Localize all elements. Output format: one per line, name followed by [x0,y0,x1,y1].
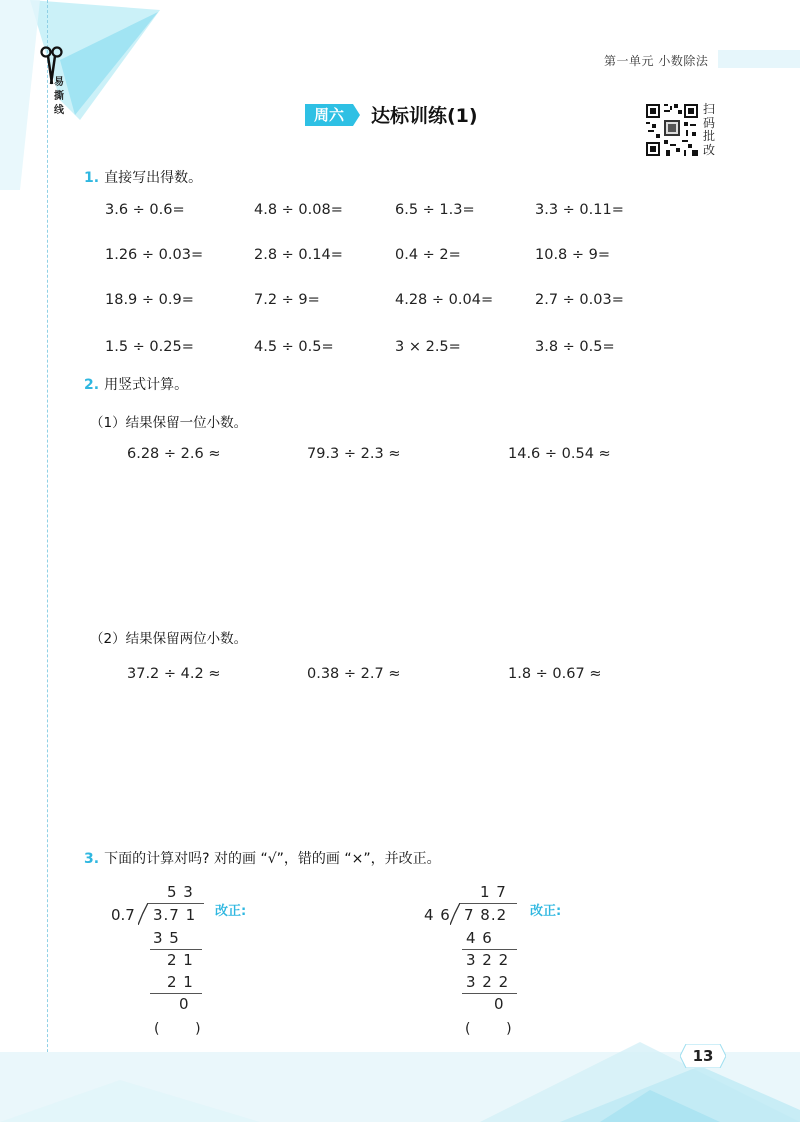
section-1-number: 1. [84,170,100,186]
step-line [462,949,517,950]
oral-problem: 4.28 ÷ 0.04= [395,292,494,308]
page-number: 13 [692,1047,714,1065]
vertical-problem: 1.8 ÷ 0.67 ≈ [508,666,602,682]
oral-problem: 4.8 ÷ 0.08= [254,202,343,218]
division-bracket [138,903,148,925]
division-step: 3 2 2 [466,973,510,991]
dividend: 7 8.2 [464,906,508,924]
quotient: 5 3 [167,883,194,901]
part-2-label: （2）结果保留两位小数。 [90,631,248,647]
division-step: 3 5 [153,929,180,947]
header-accent-bar [718,50,800,68]
section-3-heading [84,848,441,868]
oral-problem: 0.4 ÷ 2= [395,247,461,263]
corner-ribbon-decoration [0,0,170,190]
oral-problem: 1.5 ÷ 0.25= [105,339,194,355]
oral-problem: 2.8 ÷ 0.14= [254,247,343,263]
vertical-problem: 37.2 ÷ 4.2 ≈ [127,666,221,682]
fix-label: 改正: [215,904,247,919]
cut-line-label: 易撕线 [54,77,64,116]
section-3-title: 下面的计算对吗? 对的画 “√”，错的画 “×”，并改正。 [104,851,441,867]
division-step: 4 6 [466,929,493,947]
answer-paren[interactable]: ( ) [465,1021,512,1037]
qr-code-icon[interactable] [646,104,698,156]
division-step: 3 2 2 [466,951,510,969]
oral-problem: 2.7 ÷ 0.03= [535,292,624,308]
day-tag: 周六 [305,104,353,126]
answer-paren[interactable]: ( ) [154,1021,201,1037]
dividend: 3.7 1 [153,906,197,924]
oral-problem: 1.26 ÷ 0.03= [105,247,204,263]
division-remainder: 0 [494,995,504,1013]
vertical-problem: 6.28 ÷ 2.6 ≈ [127,446,221,462]
oral-problem: 10.8 ÷ 9= [535,247,611,263]
oral-problem: 3.6 ÷ 0.6= [105,202,185,218]
oral-problem: 3 × 2.5= [395,339,461,355]
vertical-problem: 79.3 ÷ 2.3 ≈ [307,446,401,462]
section-2-title: 用竖式计算。 [104,377,189,393]
oral-problem: 3.3 ÷ 0.11= [535,202,624,218]
vertical-problem: 0.38 ÷ 2.7 ≈ [307,666,401,682]
quotient: 1 7 [480,883,507,901]
step-line [150,993,202,994]
section-3-number: 3. [84,851,100,867]
qr-label: 扫码批改 [703,102,716,157]
divisor: 4 6 [424,906,451,924]
division-bracket [450,903,460,925]
step-line [462,993,517,994]
section-2-heading [84,374,188,394]
section-1-heading [84,167,202,187]
oral-problem: 7.2 ÷ 9= [254,292,320,308]
page-title: 达标训练(1) [371,105,478,127]
oral-problem: 6.5 ÷ 1.3= [395,202,475,218]
division-remainder: 0 [179,995,189,1013]
section-1-title: 直接写出得数。 [104,170,203,186]
division-step: 2 1 [167,973,194,991]
division-bar [459,903,517,904]
unit-header: 第一单元 小数除法 [604,54,709,68]
section-2-number: 2. [84,377,100,393]
oral-problem: 18.9 ÷ 0.9= [105,292,194,308]
division-step: 2 1 [167,951,194,969]
fix-label: 改正: [530,904,562,919]
division-bar [148,903,204,904]
oral-problem: 4.5 ÷ 0.5= [254,339,334,355]
step-line [150,949,202,950]
day-tag-arrow [353,104,360,126]
vertical-problem: 14.6 ÷ 0.54 ≈ [508,446,611,462]
part-1-label: （1）结果保留一位小数。 [90,415,248,431]
oral-problem: 3.8 ÷ 0.5= [535,339,615,355]
cut-dashed-line [47,0,48,1122]
divisor: 0.7 [111,906,135,924]
